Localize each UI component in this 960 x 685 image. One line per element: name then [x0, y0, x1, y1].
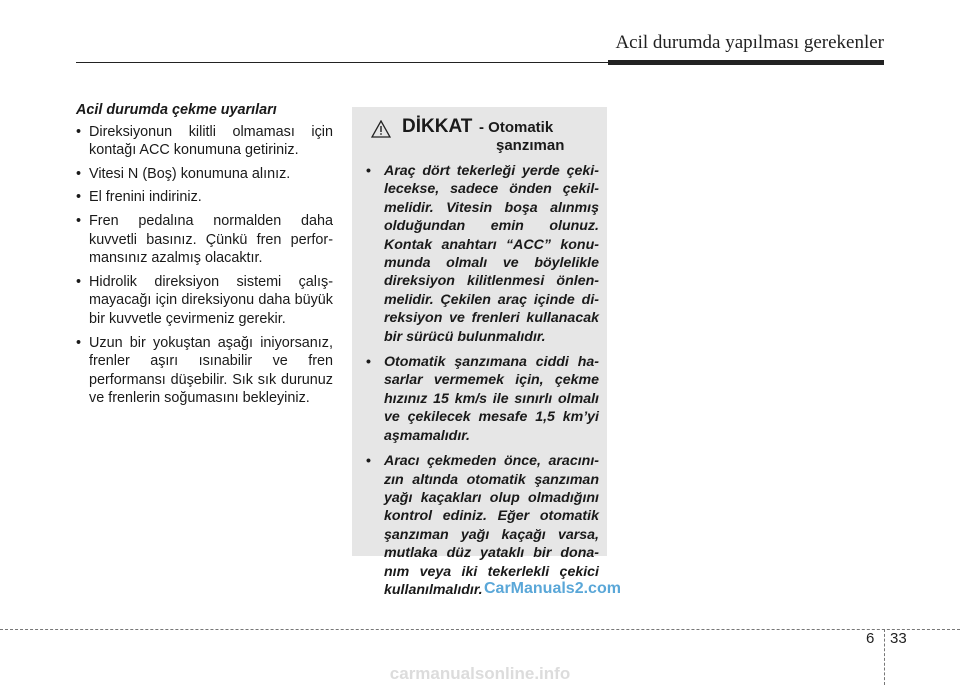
caution-subtitle	[479, 119, 579, 155]
warning-triangle-icon	[371, 120, 391, 138]
towing-warnings-section	[76, 101, 333, 413]
page-number: 33	[890, 630, 907, 647]
chapter-number: 6	[866, 630, 875, 647]
caution-header	[366, 116, 599, 156]
section-heading: Acil durumda çekme uyarıları	[76, 102, 277, 118]
list-item: • Uzun bir yokuştan aşağı iniyorsanız, frenler aşırı ısınabilir ve fren performansı düşebilir. Sık sık durunuz ve frenlerin soğumasını bekleyiniz.	[76, 334, 333, 408]
list-item: • Vitesi N (Boş) konumuna alınız.	[76, 165, 333, 184]
caution-list	[366, 162, 599, 599]
caution-item: • Otomatik şanzımana ciddi hasarlar vermemek için, çekme hızınız 15 km/s ile sınırlı olmalı ve çekilecek mesafe 1,5 km’yi aşmamalıdır.	[366, 353, 599, 445]
header-rule-thin	[76, 62, 608, 63]
watermark-link[interactable]: CarManuals2.com	[484, 580, 621, 597]
list-item: • El frenini indiriniz.	[76, 188, 333, 207]
header-title: Acil durumda yapılması gerekenler	[615, 32, 884, 53]
caution-item: • Araç dört tekerleği yerde çekilecekse, sadece önden çekilmelidir. Vitesin boşa alınmış olduğundan emin olunuz. Kontak anahtarı “ACC” konumunda olmalı ve böylelikle direksiyon kilitlenmesi önlenmelidir. Çekilen araç içinde direksiyon ve frenleri kullanacak bir sürücü bulunmalıdır.	[366, 162, 599, 346]
header-rule-thick	[608, 60, 884, 65]
footer-divider	[0, 629, 960, 630]
list-item: • Hidrolik direksiyon sistemi çalışmayacağı için direksiyonu daha büyük bir kuvvetle çevirmeniz gerekir.	[76, 273, 333, 329]
caution-subtitle-line2: şanzıman	[496, 137, 565, 154]
towing-warnings-list	[76, 123, 333, 408]
list-item: • Fren pedalına normalden daha kuvvetli basınız. Çünkü fren performansınız azalmış olacaktır.	[76, 212, 333, 268]
caution-item: • Aracı çekmeden önce, aracınızın altında otomatik şanzıman yağı kaçakları olup olmadığını kontrol ediniz. Eğer otomatik şanzıman yağı kaçağı varsa, mutlaka düz yataklı bir donanım veya iki tekerlekli çekici kullanılmalıdır.	[366, 452, 599, 599]
caution-subtitle-line1: - Otomatik	[479, 119, 554, 136]
list-item: • Direksiyonun kilitli olmaması için kontağı ACC konumuna getiriniz.	[76, 123, 333, 160]
caution-title: DİKKAT	[402, 116, 473, 137]
site-watermark: carmanualsonline.info	[389, 664, 571, 683]
